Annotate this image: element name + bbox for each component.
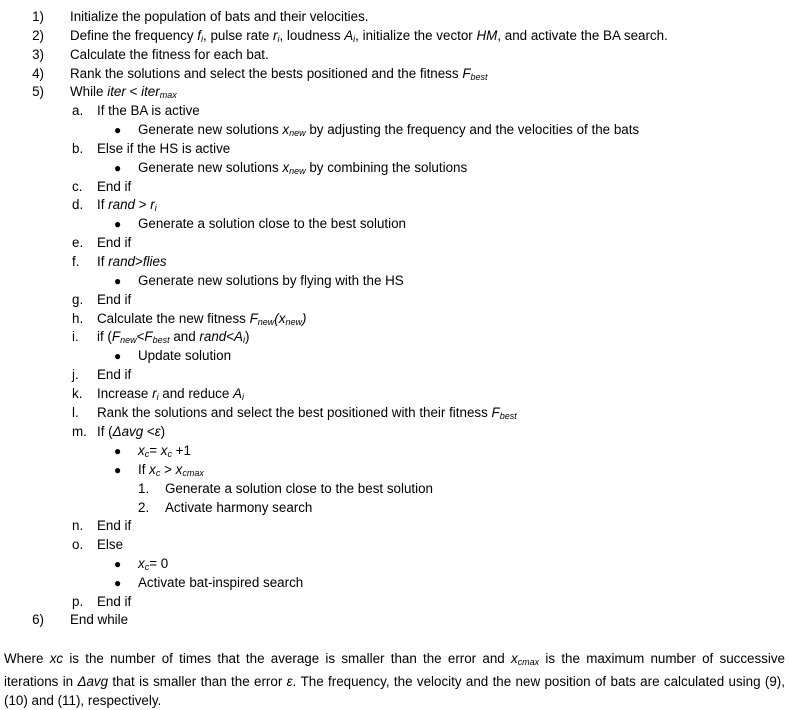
substep-text: If rand>flies: [97, 254, 167, 269]
substep-letter: k.: [72, 386, 83, 401]
substep-letter: e.: [72, 235, 84, 250]
substep-letter: o.: [72, 537, 84, 552]
substep-letter: c.: [72, 179, 83, 194]
substep-text: Else: [97, 537, 124, 552]
substep-text: End if: [97, 367, 132, 382]
bullet-text: Activate bat-inspired search: [138, 575, 304, 590]
substep-letter: m.: [72, 424, 87, 439]
substep-text: End if: [97, 235, 132, 250]
substep-letter: h.: [72, 311, 84, 326]
bullet-icon: ●: [114, 444, 122, 458]
footer-paragraph: Where xc is the number of times that the average is smaller than the error and $x_{cmax}$ is the maximum number of successive iterations in Δavg that is smaller than the error ε. The frequency, the velocity and the new position of bats are calculated using (9), (10) and (11), respectively.: [4, 651, 785, 708]
substep-letter: d.: [72, 197, 84, 212]
bullet-icon: ●: [114, 349, 122, 363]
substep-letter: n.: [72, 518, 84, 533]
substep-letter: f.: [72, 254, 80, 269]
bullet-text: $x_c= 0$: [138, 556, 169, 572]
substep-letter: l.: [72, 405, 79, 420]
numbered-text: Activate harmony search: [165, 500, 313, 515]
step-number: 4): [32, 66, 44, 81]
bullet-icon: ●: [114, 217, 122, 231]
step-text: End while: [70, 612, 129, 627]
substep-text: if ($F_{new}<F_{best}$ and $rand<A_i$): [97, 329, 250, 345]
numbered-text: Generate a solution close to the best solution: [165, 481, 433, 496]
substep-letter: p.: [72, 594, 84, 609]
bullet-icon: ●: [114, 576, 122, 590]
step-number: 6): [32, 612, 44, 627]
substep-text: Increase $r_i$ and reduce $A_i$: [97, 386, 244, 402]
substep-letter: i.: [72, 329, 79, 344]
substep-text: If (Δavg <ε): [97, 424, 166, 439]
substep-text: Else if the HS is active: [97, 141, 231, 156]
bullet-text: Update solution: [138, 348, 232, 363]
substep-text: Calculate the new fitness $F_{new}(x_{new})$: [97, 311, 307, 327]
numbered-index: 1.: [138, 481, 150, 496]
substep-text: If rand > $r_i$: [97, 197, 157, 213]
bullet-text: Generate a solution close to the best solution: [138, 216, 406, 231]
bullet-icon: ●: [114, 161, 122, 175]
step-number: 5): [32, 84, 44, 99]
bullet-icon: ●: [114, 274, 122, 288]
substep-text: Rank the solutions and select the best positioned with their fitness $F_{best}$: [97, 405, 517, 421]
numbered-index: 2.: [138, 500, 150, 515]
substep-letter: b.: [72, 141, 84, 156]
substep-letter: g.: [72, 292, 84, 307]
bullet-text: Generate new solutions $x_{new}$ by adjusting the frequency and the velocities of the bats: [138, 122, 640, 138]
substep-letter: j.: [72, 367, 79, 382]
step-number: 1): [32, 9, 44, 24]
bullet-text: $x_c= x_c +1$: [138, 443, 191, 459]
substep-text: End if: [97, 179, 132, 194]
substep-text: If the BA is active: [97, 103, 200, 118]
bullet-text: Generate new solutions by flying with the HS: [138, 273, 404, 288]
step-text: Initialize the population of bats and their velocities.: [70, 9, 369, 24]
bullet-text: If $x_c > x_{cmax}$: [138, 462, 204, 478]
substep-text: End if: [97, 292, 132, 307]
bullet-icon: ●: [114, 463, 122, 477]
step-number: 2): [32, 28, 44, 43]
step-text: While iter < iter$_{max}$: [70, 84, 177, 100]
step-text: Define the frequency $f_i$, pulse rate $r_i$, loudness $A_i$, initialize the vector HM, and activate the BA search.: [70, 28, 668, 44]
substep-text: End if: [97, 518, 132, 533]
step-number: 3): [32, 47, 44, 62]
substep-text: End if: [97, 594, 132, 609]
substep-letter: a.: [72, 103, 84, 118]
step-text: Calculate the fitness for each bat.: [70, 47, 269, 62]
bullet-text: Generate new solutions $x_{new}$ by combining the solutions: [138, 160, 468, 176]
bullet-icon: ●: [114, 557, 122, 571]
bullet-icon: ●: [114, 123, 122, 137]
step-text: Rank the solutions and select the bests positioned and the fitness $F_{best}$: [70, 66, 488, 82]
